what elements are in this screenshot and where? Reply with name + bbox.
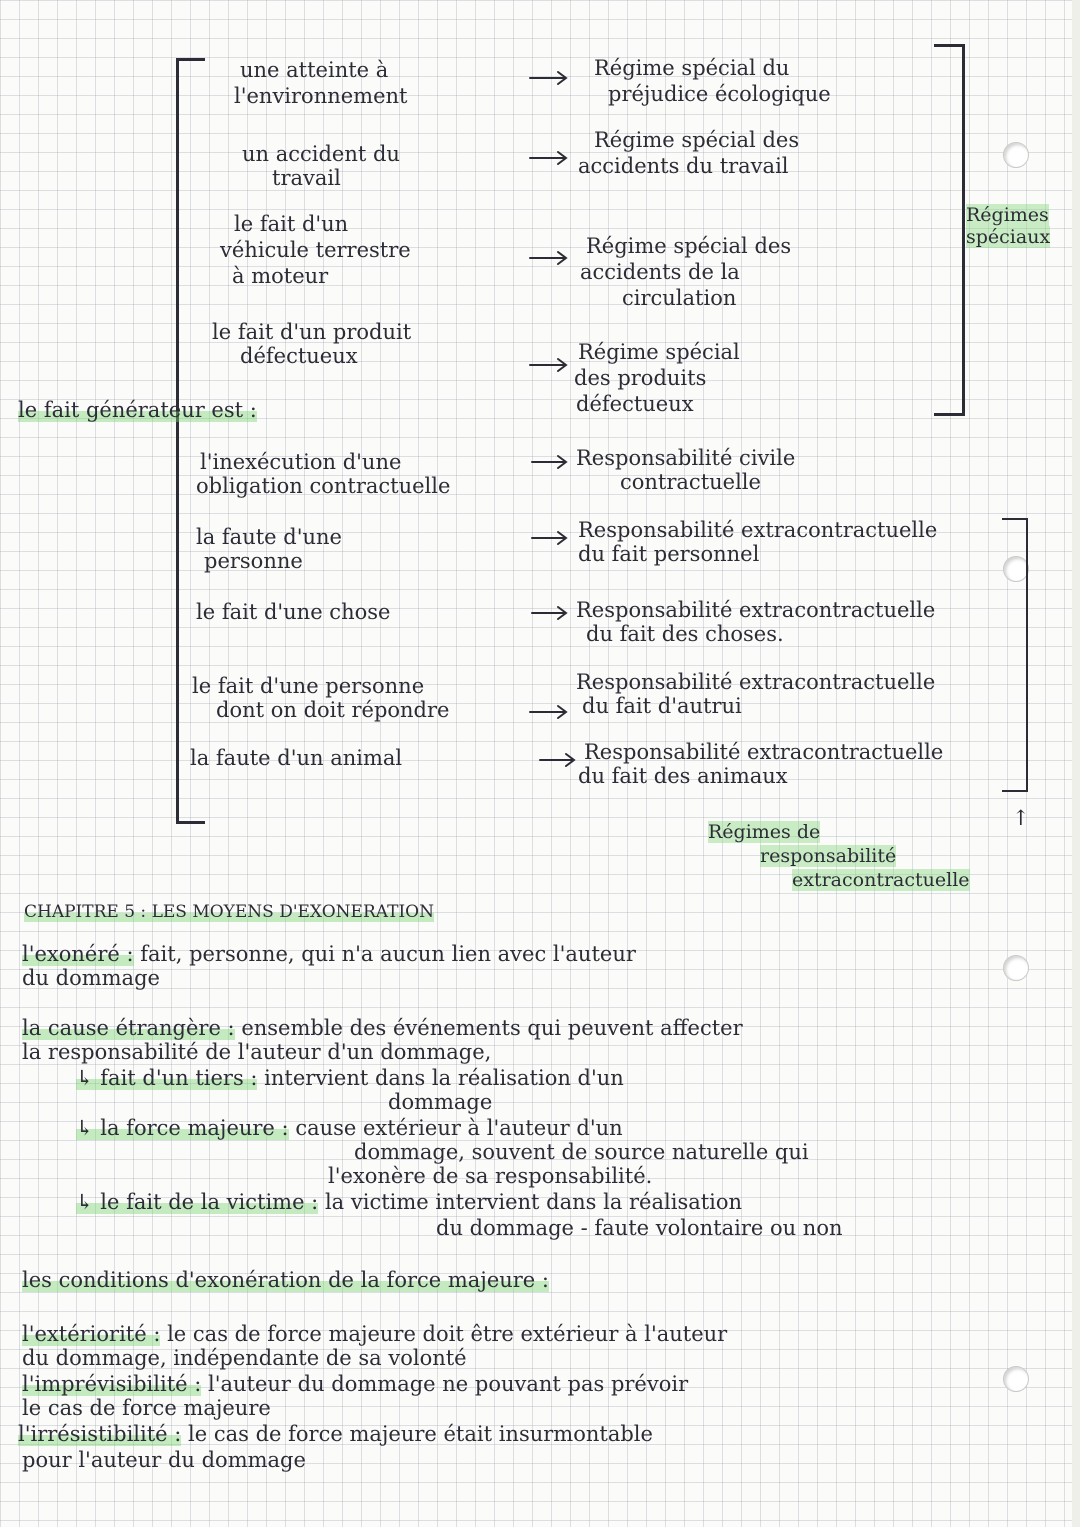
regime-line: Responsabilité extracontractuelle (576, 670, 936, 694)
regime-line: Régime spécial des (586, 234, 792, 258)
arrow-icon (540, 754, 574, 766)
regime-line: circulation (622, 286, 737, 310)
cause-line: personne (204, 549, 303, 573)
cause-line: la faute d'un animal (190, 746, 403, 770)
cause-line: l'environnement (234, 84, 408, 108)
chapter-title: CHAPITRE 5 : LES MOYENS D'EXONERATION (24, 902, 434, 922)
force-majeure-cont: l'exonère de sa responsabilité. (328, 1164, 653, 1188)
fait-victime-cont: du dommage - faute volontaire ou non (436, 1216, 843, 1240)
regime-line: du fait des animaux (578, 764, 788, 788)
regime-line: Régime spécial des (594, 128, 800, 152)
conditions-title: les conditions d'exonération de la force majeure : (22, 1268, 549, 1292)
arrow-icon (530, 252, 566, 264)
regime-line: Régime spécial du (594, 56, 790, 80)
regime-line: accidents du travail (578, 154, 789, 178)
cause-line: un accident du (242, 142, 400, 166)
regime-line: du fait personnel (578, 542, 760, 566)
cause-etrangere-cont: la responsabilité de l'auteur d'un dommage, (22, 1040, 492, 1064)
cond-irresistibilite-cont: pour l'auteur du dommage (22, 1448, 306, 1472)
regime-line: Régime spécial (578, 340, 740, 364)
cause-line: une atteinte à (240, 58, 389, 82)
right-bracket-special (934, 44, 965, 416)
regime-line: accidents de la (580, 260, 740, 284)
force-majeure: ↳ la force majeure : cause extérieur à l'auteur d'un (76, 1116, 623, 1140)
cause-line: le fait d'un (234, 212, 349, 236)
cause-line: travail (272, 166, 341, 190)
fait-tiers: ↳ fait d'un tiers : intervient dans la réalisation d'un (76, 1066, 624, 1090)
arrow-icon (530, 359, 566, 371)
group-label-extra-3: extracontractuelle (792, 869, 970, 891)
arrow-icon (530, 72, 566, 84)
group-label-special: Régimes spéciaux (966, 204, 1051, 248)
cause-line: l'inexécution d'une (200, 450, 402, 474)
arrow-icon (532, 532, 566, 544)
arrow-icon (532, 456, 566, 468)
cause-etrangere: la cause étrangère : ensemble des événements qui peuvent affecter (22, 1016, 743, 1040)
regime-line: défectueux (576, 392, 694, 416)
cond-irresistibilite: l'irrésistibilité : le cas de force majeure était insurmontable (18, 1422, 653, 1446)
cause-line: véhicule terrestre (220, 238, 411, 262)
cause-line: le fait d'une personne (192, 674, 425, 698)
regime-line: du fait d'autrui (582, 694, 742, 718)
subject-label: le fait générateur est : (18, 398, 257, 422)
regime-line: Responsabilité extracontractuelle (584, 740, 944, 764)
cond-exteriorite-cont: du dommage, indépendante de sa volonté (22, 1346, 467, 1370)
up-arrow-icon: ↑ (1012, 806, 1030, 830)
right-bracket-extra (1002, 518, 1028, 792)
cause-line: le fait d'une chose (196, 600, 391, 624)
regime-line: du fait des choses. (586, 622, 784, 646)
cond-imprevisibilite-cont: le cas de force majeure (22, 1396, 271, 1420)
cause-line: la faute d'une (196, 525, 342, 549)
left-bracket (176, 58, 205, 824)
regime-line: Responsabilité civile (576, 446, 796, 470)
regime-line: Responsabilité extracontractuelle (578, 518, 938, 542)
group-label-extra-2: responsabilité (760, 845, 897, 867)
fait-tiers-cont: dommage (388, 1090, 493, 1114)
regime-line: préjudice écologique (608, 82, 831, 106)
cause-line: défectueux (240, 344, 358, 368)
regime-line: des produits (574, 366, 707, 390)
cause-line: le fait d'un produit (212, 320, 412, 344)
def-exonere: l'exonéré : fait, personne, qui n'a aucun lien avec l'auteur (22, 942, 636, 966)
arrow-icon (532, 607, 566, 619)
cause-line: dont on doit répondre (216, 698, 450, 722)
group-label-extra-1: Régimes de (708, 821, 821, 843)
def-exonere-cont: du dommage (22, 966, 160, 990)
cause-line: obligation contractuelle (196, 474, 451, 498)
arrow-icon (530, 152, 566, 164)
cause-line: à moteur (232, 264, 329, 288)
regime-line: Responsabilité extracontractuelle (576, 598, 936, 622)
cond-exteriorite: l'extériorité : le cas de force majeure doit être extérieur à l'auteur (22, 1322, 728, 1346)
arrow-icon (530, 706, 566, 718)
fait-victime: ↳ le fait de la victime : la victime intervient dans la réalisation (76, 1190, 743, 1214)
force-majeure-cont: dommage, souvent de source naturelle qui (354, 1140, 809, 1164)
regime-line: contractuelle (620, 470, 761, 494)
cond-imprevisibilite: l'imprévisibilité : l'auteur du dommage ne pouvant pas prévoir (22, 1372, 689, 1396)
